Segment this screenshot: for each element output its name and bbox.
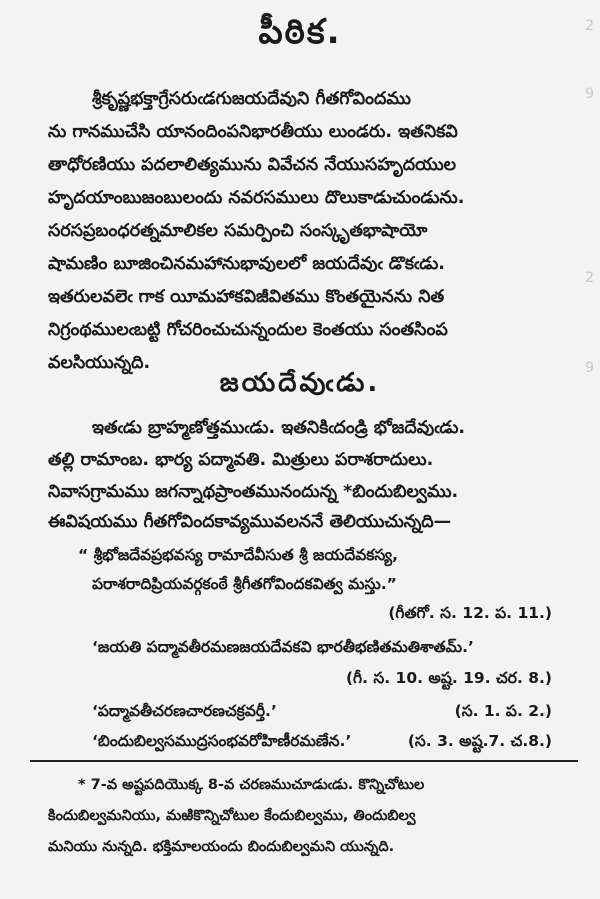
page-title: పీఠిక.	[258, 12, 342, 52]
body-line: నివాసగ్రామము జగన్నాథప్రాంతమునందున్న *బిందుబిల్వము.	[48, 482, 459, 502]
verse-quote: “ శ్రీభోజదేవప్రభవస్య రామాదేవీసుత శ్రీ జయదేవకస్య,	[78, 546, 399, 564]
intro-line: నిగ్రంథములఁబట్టి గోచరించుచున్నందుల కెంతయు సంతసింప	[48, 320, 448, 340]
verse-quote: పరాశరాదిప్రియవర్గకంఠే శ్రీగీతగోవిందకవిత్వ మస్తు.”	[92, 575, 397, 593]
intro-line: షామణిం బూజించినమహానుభావులలో జయదేవుఁ డొకఁడు.	[48, 254, 445, 274]
footnote-divider	[30, 760, 578, 762]
footnote-line: * 7-వ అష్టపదియొక్క 8-వ చరణముచూడుఁడు. కొన్నిచోటుల	[78, 777, 425, 793]
footnote-line: మనియు నున్నది. భక్తిమాలయందు బిందుబిల్వమని యున్నది.	[48, 839, 395, 855]
bleed-through: 2	[585, 18, 594, 34]
body-line: తల్లి రామాంబ. భార్య పద్మావతి. మిత్రులు పరాశరాదులు.	[48, 450, 434, 470]
intro-line: వలసియున్నది.	[48, 353, 151, 373]
bleed-through: 9	[585, 360, 594, 376]
intro-line: సరసప్రబంధరత్నమాలికల సమర్పించి సంస్కృతభాషాయో	[48, 221, 428, 241]
intro-line: హృదయాంబుజంబులందు నవరసములు దొలుకాడుచుండును.	[48, 188, 465, 208]
intro-line: తాధోరణియు పదలాలిత్యమును వివేచన నేయుసహృదయుల	[48, 155, 457, 175]
bleed-through: 9	[585, 86, 594, 102]
verse-reference: (స. 3. అష్ట.7. చ.8.)	[407, 732, 552, 750]
body-line: ఇతఁడు బ్రాహ్మణోత్తముఁడు. ఇతనికిఁదండ్రి భోజదేవుఁడు.	[92, 418, 466, 438]
verse-quote: ‘పద్మావతీచరణచారణచక్రవర్తీ.’	[92, 702, 277, 720]
verse-reference: (గీ. స. 10. అష్ట. 19. చర. 8.)	[345, 669, 552, 687]
body-line: ఈవిషయము గీతగోవిందకావ్యమువలననే తెలియుచున్నది—	[48, 512, 452, 532]
section-heading: జయదేవుఁడు.	[219, 368, 381, 398]
intro-line: శ్రీకృష్ణభక్తాగ్రేసరుఁడగుజయదేవుని గీతగోవిందము	[92, 89, 411, 109]
verse-reference: (గీతగో. స. 12. ప. 11.)	[388, 604, 552, 622]
verse-quote: ‘బిందుబిల్వసముద్రసంభవరోహిణీరమణేన.’	[92, 732, 352, 750]
intro-line: ను గానముచేసి యానందింపనిభారతీయు లుండరు. ఇతనికవి	[48, 122, 458, 142]
bleed-through: 2	[585, 270, 594, 286]
intro-line: ఇతరులవలెఁ గాక యీమహాకవిజీవితము కొంతయైనను నిత	[48, 287, 445, 307]
footnote-line: కిందుబిల్వమనియు, మఱికొన్నిచోటుల కేందుబిల్వము, తిందుబిల్వ	[48, 808, 416, 824]
verse-reference: (స. 1. ప. 2.)	[454, 702, 552, 720]
verse-quote: ‘జయతి పద్మావతీరమణజయదేవకవి భారతీభణితమతిశాతమ్.’	[92, 638, 474, 656]
